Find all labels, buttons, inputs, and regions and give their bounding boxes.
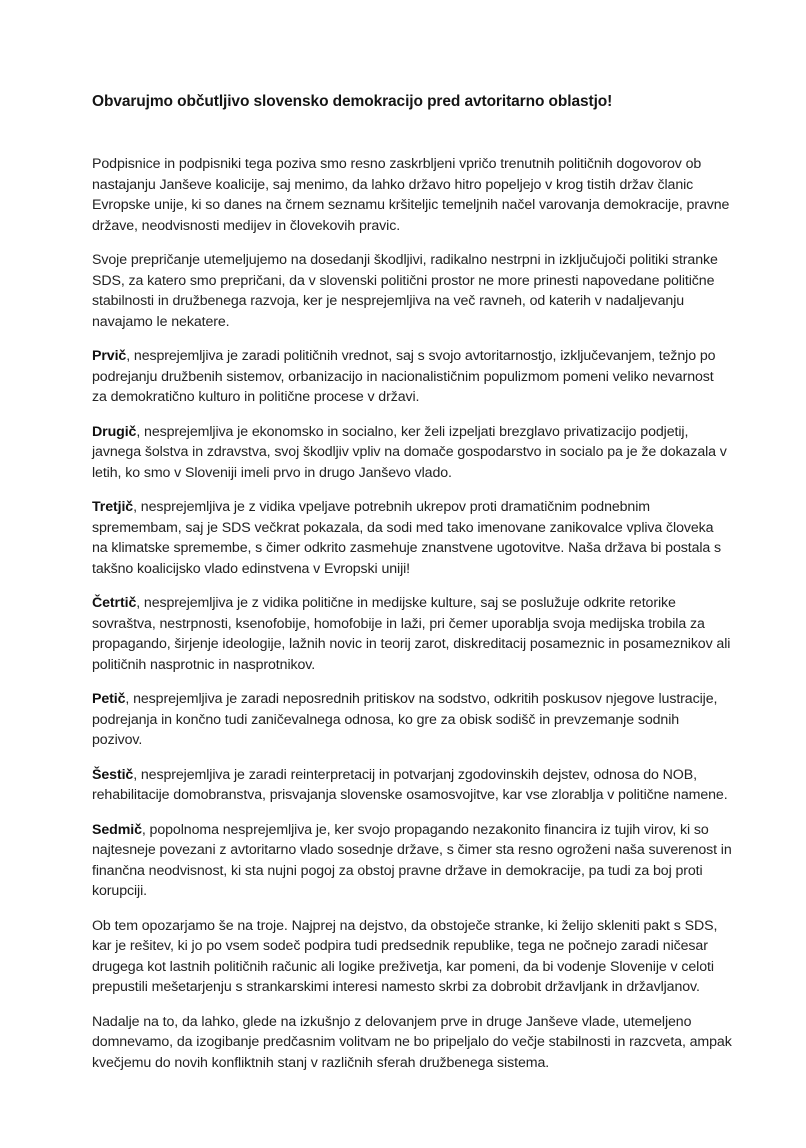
paragraph-text: Podpisnice in podpisniki tega poziva smo resno zaskrbljeni vpričo trenutnih političnih dogovorov ob nastajanju Janševe koalicije, saj menimo, da lahko državo hitro popeljejo v krog tistih držav članic Evropske unije, ki so danes na črnem seznamu kršiteljic temeljnih načel varovanja demokracije, pravne države, neodvisnosti medijev in človekovih pravic. — [92, 156, 730, 234]
paragraph-text: , popolnoma nesprejemljiva je, ker svojo propagando nezakonito financira iz tujih virov, ki so najtesneje povezani z avtoritarno vlado sosednje države, s čimer sta resno ogroženi naša suverenost in finančna neodvisnost, ki sta nujni pogoj za obstoj pravne države in demokracije, pa tudi za boj proti korupciji. — [92, 821, 732, 899]
paragraph-text: , nesprejemljiva je ekonomsko in socialno, ker želi izpeljati brezglavo privatizacijo podjetij, javnega šolstva in zdravstva, svoj škodljiv vpliv na domače gospodarstvo in socialo pa je že dokazala v letih, ko smo v Sloveniji imeli prvo in drugo Janševo vlado. — [92, 423, 727, 481]
paragraph-lead: Sedmič — [92, 821, 142, 838]
paragraph-fourth — [92, 593, 732, 675]
document-title: Obvarujmo občutljivo slovensko demokracijo pred avtoritarno oblastjo! — [92, 93, 613, 110]
paragraph-intro — [92, 154, 732, 236]
paragraph-lead: Tretjič — [92, 499, 134, 515]
paragraph-text: , nesprejemljiva je zaradi političnih vrednot, saj s svojo avtoritarnostjo, izključevanjem, težnjo po podrejanju družbenih sistemov, orbanizacijo in nacionalističnim populizmom pomeni veliko nevarnost za demokratično kulturo in politične procese v državi. — [92, 348, 716, 405]
paragraph-further — [92, 1012, 732, 1074]
paragraph-third — [92, 497, 732, 579]
paragraph-lead: Šestič — [92, 766, 134, 783]
paragraph-lead: Prvič — [92, 348, 127, 364]
paragraph-sixth — [92, 765, 732, 806]
paragraph-text: , nesprejemljiva je z vidika vpeljave potrebnih ukrepov proti dramatičnim podnebnim spremembam, saj je SDS večkrat pokazala, da sodi med tako imenovane zanikovalce vpliva človeka na klimatske spremembe, s čimer odkrito zasmehuje znanstvene ugotovitve. Naša država bi postala s takšno koalicijsko vlado edinstvena v Evropski uniji! — [92, 499, 722, 577]
paragraph-lead: Petič — [92, 691, 126, 707]
paragraph-lead: Drugič — [92, 423, 137, 440]
paragraph-text: , nesprejemljiva je zaradi neposrednih pritiskov na sodstvo, odkritih poskusov njegove lustracije, podrejanja in končno tudi zaničevalnega odnosa, ko gre za obisk sodišč in prevzemanje sodnih pozivov. — [92, 691, 718, 748]
paragraph-text: Svoje prepričanje utemeljujemo na dosedanji škodljivi, radikalno nestrpni in izključujoči politiki stranke SDS, za katero smo prepričani, da v slovenski politični prostor ne more prinesti napovedane politične stabilnosti in družbenega razvoja, ker je nesprejemljiva na več ravneh, od katerih v nadaljevanju navajamo le nekatere. — [92, 252, 718, 330]
paragraph-text: , nesprejemljiva je z vidika politične in medijske kulture, saj se poslužuje odkrite retorike sovraštva, nestrpnosti, ksenofobije, homofobije in laži, pri čemer uporablja svoja medijska trobila za propagando, širjenje ideologije, lažnih novic in teorij zarot, diskreditacij posameznic in posameznikov ali političnih nasprotnic in nasprotnikov. — [92, 595, 731, 673]
paragraph-first — [92, 346, 732, 408]
paragraph-reasoning — [92, 250, 732, 332]
paragraph-second — [92, 422, 732, 484]
paragraph-text: Nadalje na to, da lahko, glede na izkušnjo z delovanjem prve in druge Janševe vlade, utemeljeno domnevamo, da izogibanje predčasnim volitvam ne bo pripeljalo do večje stabilnosti in razcveta, ampak kvečjemu do novih konfliktnih stanj v različnih sferah družbenega sistema. — [92, 1013, 732, 1071]
paragraph-warning — [92, 916, 732, 998]
paragraph-fifth — [92, 689, 732, 751]
paragraph-text: Ob tem opozarjamo še na troje. Najprej na dejstvo, da obstoječe stranke, ki želijo skleniti pakt s SDS, kar je rešitev, ki jo po vsem sodeč podpira tudi predsednik republike, tega ne počnejo zaradi ničesar drugega kot lastnih političnih računic ali logike preživetja, kar pomeni, da bi vodenje Slovenije v celoti prepustili mešetarjenju s strankarskimi interesi namesto skrbi za dobrobit državljank in državljanov. — [92, 917, 718, 995]
paragraph-seventh — [92, 820, 732, 902]
paragraph-lead: Četrtič — [92, 595, 137, 611]
paragraph-text: , nesprejemljiva je zaradi reinterpretacij in potvarjanj zgodovinskih dejstev, odnosa do NOB, rehabilitacije domobranstva, prisvajanja slovenske osamosvojitve, kar vse zlorablja v politične namene. — [92, 766, 728, 803]
document-body — [92, 154, 732, 1087]
